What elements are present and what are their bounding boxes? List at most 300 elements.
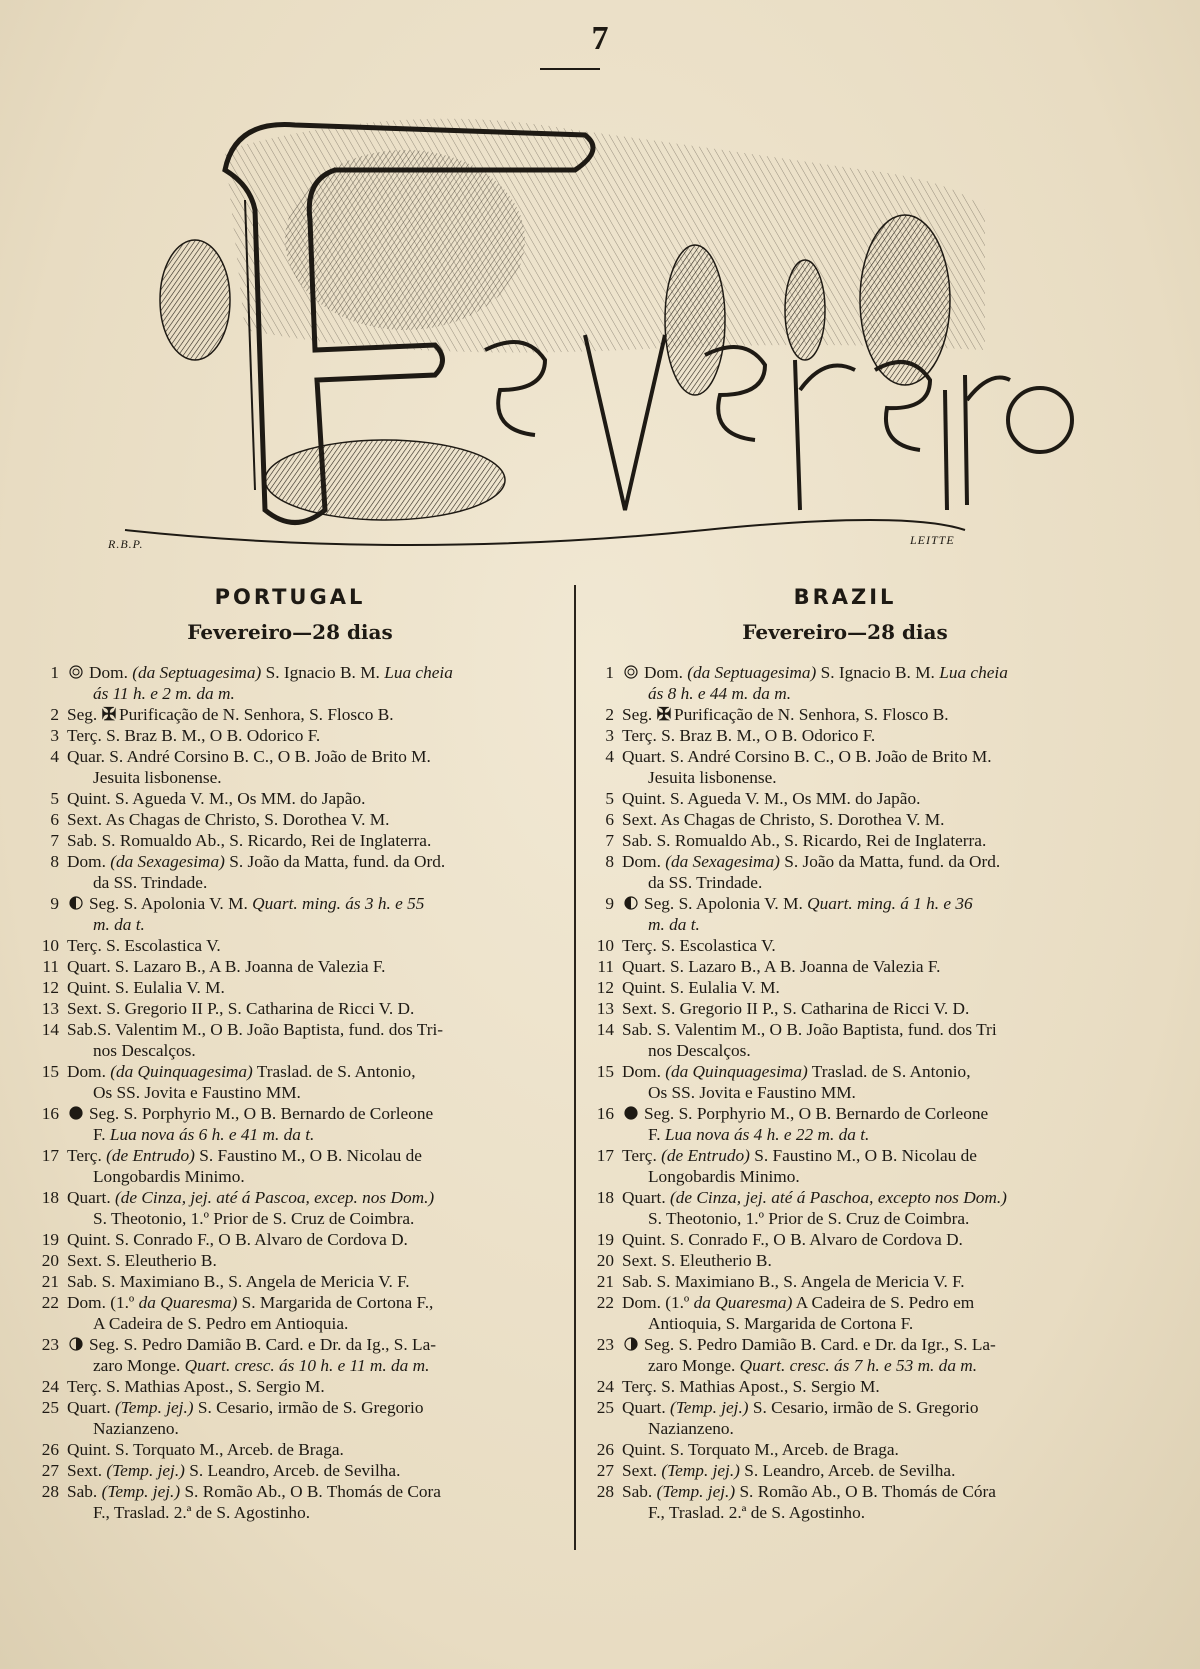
day-number: 7 — [605, 831, 614, 850]
day-text — [67, 1334, 545, 1376]
entry-continuation: ás 11 h. e 2 m. da m. — [93, 684, 235, 703]
day-entry — [590, 956, 1100, 977]
moon-phase-note: Lua nova ás 4 h. e 22 m. da t. — [664, 1125, 870, 1144]
entry-text: Traslad. de S. Antonio, — [807, 1062, 971, 1081]
day-number: 9 — [50, 894, 59, 913]
entry-continuation: F. Lua nova ás 6 h. e 41 m. da t. — [93, 1125, 315, 1144]
entry-text: Quart. — [622, 1398, 670, 1417]
entry-text: S. Ignacio B. M. — [261, 663, 385, 682]
first-quarter-moon-icon — [67, 1337, 85, 1351]
day-number: 9 — [605, 894, 614, 913]
entry-continuation: Os SS. Jovita e Faustino MM. — [648, 1083, 856, 1102]
entry-text: Terç. S. Escolastica V. — [67, 936, 221, 955]
day-number: 19 — [41, 1230, 59, 1249]
day-text — [622, 956, 1100, 977]
entry-text: Sab.S. Valentim M., O B. João Baptista, fund. dos Tri- — [67, 1020, 444, 1039]
page-number: 7 — [591, 20, 609, 57]
entry-text: Terç. — [622, 1146, 662, 1165]
entry-italic-note: Quart. ming. ás 3 h. e 55 — [252, 894, 425, 913]
day-entry — [590, 1250, 1100, 1271]
day-entry — [35, 1292, 545, 1334]
month-heading: Fevereiro—28 dias — [742, 620, 948, 644]
day-entry — [35, 998, 545, 1019]
day-text — [622, 1397, 1100, 1439]
weekday-label: Seg. — [622, 705, 657, 724]
day-number: 17 — [41, 1146, 59, 1165]
entry-text: S. Romão Ab., O B. Thomás de Cora — [180, 1482, 441, 1501]
entry-continuation: zaro Monge. Quart. cresc. ás 7 h. e 53 m. da m. — [648, 1356, 978, 1375]
entry-text: Quint. S. Conrado F., O B. Alvaro de Cordova D. — [622, 1230, 963, 1249]
day-number: 10 — [41, 936, 59, 955]
entry-continuation: m. da t. — [648, 915, 700, 934]
day-text — [622, 1481, 1100, 1523]
day-entry — [35, 977, 545, 998]
day-entry — [590, 830, 1100, 851]
entry-italic-note: Quart. ming. á 1 h. e 36 — [807, 894, 973, 913]
entry-text: Dom. — [67, 852, 111, 871]
day-entry — [35, 725, 545, 746]
day-entry — [590, 998, 1100, 1019]
day-entry — [35, 935, 545, 956]
fevereiro-engraving — [105, 90, 1095, 555]
day-text — [622, 1334, 1100, 1376]
entry-text: S. Faustino M., O B. Nicolau de — [749, 1146, 977, 1165]
entry-italic-note: (da Septuagesima) — [132, 663, 262, 682]
day-entry — [590, 1061, 1100, 1103]
day-entry — [590, 704, 1100, 725]
entry-text: Terç. S. Braz B. M., O B. Odorico F. — [622, 726, 876, 745]
entry-text: Dom. — [67, 1062, 111, 1081]
new-moon-icon — [67, 1106, 85, 1120]
day-number: 4 — [50, 747, 59, 766]
day-entry — [35, 746, 545, 788]
day-number: 17 — [596, 1146, 614, 1165]
day-number: 13 — [596, 999, 614, 1018]
day-entry — [35, 830, 545, 851]
day-number: 18 — [41, 1188, 59, 1207]
day-number: 3 — [50, 726, 59, 745]
day-text — [622, 704, 1100, 725]
day-number: 19 — [596, 1230, 614, 1249]
day-number: 26 — [596, 1440, 614, 1459]
entry-italic-note: (da Sexagesima) — [665, 852, 780, 871]
artist-signature-right: LEITTE — [910, 533, 955, 547]
entry-text: Terç. S. Mathias Apost., S. Sergio M. — [622, 1377, 880, 1396]
day-list — [35, 662, 545, 1523]
entry-text: Sab. S. Maximiano B., S. Angela de Mericia V. F. — [67, 1272, 410, 1291]
entry-text: Sab. S. Maximiano B., S. Angela de Mericia V. F. — [622, 1272, 965, 1291]
entry-text: Dom. (1.º — [622, 1293, 694, 1312]
day-number: 14 — [41, 1020, 59, 1039]
day-number: 14 — [596, 1020, 614, 1039]
day-entry — [35, 1376, 545, 1397]
entry-text: Seg. S. Pedro Damião B. Card. e Dr. da Igr., S. La- — [644, 1335, 996, 1354]
day-text — [67, 1376, 545, 1397]
moon-phase-note: Lua nova ás 6 h. e 41 m. da t. — [109, 1125, 315, 1144]
entry-text: Dom. — [644, 663, 688, 682]
page-number-rule — [540, 68, 600, 70]
day-entry — [590, 1334, 1100, 1376]
day-number: 3 — [605, 726, 614, 745]
entry-continuation: zaro Monge. Quart. cresc. ás 10 h. e 11 m. da m. — [93, 1356, 430, 1375]
entry-continuation: Os SS. Jovita e Faustino MM. — [93, 1083, 301, 1102]
day-number: 20 — [41, 1251, 59, 1270]
month-heading: Fevereiro—28 dias — [187, 620, 393, 644]
weekday-label: Seg. — [67, 705, 102, 724]
day-entry — [35, 1439, 545, 1460]
entry-text: Purificação de N. Senhora, S. Flosco B. — [674, 705, 949, 724]
day-text — [67, 1271, 545, 1292]
entry-text: Dom. — [622, 852, 666, 871]
entry-continuation: da SS. Trindade. — [93, 873, 208, 892]
day-text — [67, 1481, 545, 1523]
entry-text: S. Ignacio B. M. — [816, 663, 940, 682]
entry-text: Dom. (1.º — [67, 1293, 139, 1312]
entry-text: Quint. S. Conrado F., O B. Alvaro de Cordova D. — [67, 1230, 408, 1249]
day-entry — [590, 1292, 1100, 1334]
entry-italic-note: (Temp. jej.) — [106, 1461, 185, 1480]
entry-continuation: Antioquia, S. Margarida de Cortona F. — [648, 1314, 914, 1333]
entry-text: Seg. S. Apolonia V. M. — [89, 894, 253, 913]
entry-text: Terç. — [67, 1146, 107, 1165]
day-entry — [35, 1481, 545, 1523]
day-text — [67, 1187, 545, 1229]
entry-continuation: F., Traslad. 2.ª de S. Agostinho. — [648, 1503, 866, 1522]
day-entry — [35, 893, 545, 935]
day-text — [622, 851, 1100, 893]
day-entry — [590, 1439, 1100, 1460]
day-text — [67, 1439, 545, 1460]
day-number: 2 — [50, 705, 59, 724]
entry-text: S. Romão Ab., O B. Thomás de Córa — [735, 1482, 996, 1501]
entry-text: Sab. S. Romualdo Ab., S. Ricardo, Rei de Inglaterra. — [67, 831, 432, 850]
day-entry — [35, 1103, 545, 1145]
entry-text: Sext. — [622, 1461, 662, 1480]
day-number: 7 — [50, 831, 59, 850]
entry-italic-note: (Temp. jej.) — [670, 1398, 749, 1417]
entry-continuation: Longobardis Minimo. — [648, 1167, 800, 1186]
day-text — [67, 1103, 545, 1145]
day-number: 1 — [50, 663, 59, 682]
entry-text: Sext. S. Gregorio II P., S. Catharina de Ricci V. D. — [622, 999, 970, 1018]
entry-text: Quint. S. Agueda V. M., Os MM. do Japão. — [622, 789, 921, 808]
day-number: 5 — [50, 789, 59, 808]
entry-continuation: Nazianzeno. — [93, 1419, 179, 1438]
entry-text: S. João da Matta, fund. da Ord. — [779, 852, 1001, 871]
day-entry — [590, 788, 1100, 809]
entry-italic-note: (da Quinquagesima) — [665, 1062, 808, 1081]
entry-text: Sext. S. Eleutherio B. — [622, 1251, 772, 1270]
day-text — [622, 1376, 1100, 1397]
day-entry — [35, 1187, 545, 1229]
entry-italic-note: (Temp. jej.) — [656, 1482, 736, 1501]
day-text — [67, 935, 545, 956]
entry-text: S. Leandro, Arceb. de Sevilha. — [739, 1461, 956, 1480]
day-text — [622, 893, 1100, 935]
day-text — [67, 809, 545, 830]
day-text — [622, 809, 1100, 830]
day-text — [67, 1229, 545, 1250]
entry-text: Sext. S. Eleutherio B. — [67, 1251, 217, 1270]
full-moon-icon — [622, 665, 640, 679]
entry-text: Sext. As Chagas de Christo, S. Dorothea V. M. — [67, 810, 390, 829]
day-number: 23 — [41, 1335, 59, 1354]
entry-italic-note: (de Entrudo) — [661, 1146, 750, 1165]
day-entry — [35, 1460, 545, 1481]
day-number: 23 — [596, 1335, 614, 1354]
moon-phase-note: Quart. cresc. ás 7 h. e 53 m. da m. — [739, 1356, 978, 1375]
day-text — [622, 1271, 1100, 1292]
day-text — [622, 830, 1100, 851]
entry-text: S. Margarida de Cortona F., — [237, 1293, 434, 1312]
day-text — [67, 977, 545, 998]
day-number: 16 — [41, 1104, 59, 1123]
entry-text: Quint. S. Agueda V. M., Os MM. do Japão. — [67, 789, 366, 808]
day-entry — [35, 1250, 545, 1271]
moon-phase-note: Quart. cresc. ás 10 h. e 11 m. da m. — [184, 1356, 430, 1375]
entry-text: Quart. S. Lazaro B., A B. Joanna de Valezia F. — [67, 957, 386, 976]
entry-italic-note: (Temp. jej.) — [101, 1482, 181, 1501]
day-text — [67, 788, 545, 809]
day-number: 28 — [596, 1482, 614, 1501]
entry-text: Quart. — [67, 1398, 115, 1417]
day-text — [67, 746, 545, 788]
entry-text: Sab. — [67, 1482, 102, 1501]
moon-phase-note: Lua cheia — [384, 663, 453, 682]
day-text — [67, 956, 545, 977]
entry-text: Seg. S. Pedro Damião B. Card. e Dr. da Ig., S. La- — [89, 1335, 437, 1354]
day-text — [67, 1397, 545, 1439]
day-entry — [35, 809, 545, 830]
day-text — [622, 662, 1100, 704]
day-entry — [590, 1271, 1100, 1292]
day-text — [67, 1061, 545, 1103]
day-text — [622, 1019, 1100, 1061]
day-entry — [590, 977, 1100, 998]
entry-italic-note: (de Cinza, jej. até á Paschoa, excepto nos Dom.) — [670, 1188, 1007, 1207]
day-number: 22 — [41, 1293, 59, 1312]
day-text — [67, 725, 545, 746]
day-text — [622, 977, 1100, 998]
day-number: 28 — [41, 1482, 59, 1501]
day-number: 12 — [596, 978, 614, 997]
day-text — [622, 1292, 1100, 1334]
entry-text: S. João da Matta, fund. da Ord. — [224, 852, 446, 871]
day-number: 12 — [41, 978, 59, 997]
entry-text: Terç. S. Mathias Apost., S. Sergio M. — [67, 1377, 325, 1396]
day-text — [622, 725, 1100, 746]
day-entry — [590, 1481, 1100, 1523]
entry-italic-note: (Temp. jej.) — [661, 1461, 740, 1480]
entry-text: S. Cesario, irmão de S. Gregorio — [748, 1398, 979, 1417]
entry-italic-note: (de Entrudo) — [106, 1146, 195, 1165]
day-text — [67, 998, 545, 1019]
artist-signature-left: R.B.P. — [108, 537, 144, 551]
day-text — [67, 1292, 545, 1334]
entry-continuation: m. da t. — [93, 915, 145, 934]
entry-text: Traslad. de S. Antonio, — [252, 1062, 416, 1081]
entry-text: S. Faustino M., O B. Nicolau de — [194, 1146, 422, 1165]
country-heading: BRAZIL — [793, 585, 897, 609]
day-entry — [590, 1460, 1100, 1481]
entry-continuation: ás 8 h. e 44 m. da m. — [648, 684, 792, 703]
entry-text: Quart. — [622, 1188, 670, 1207]
day-text — [622, 1103, 1100, 1145]
day-number: 8 — [50, 852, 59, 871]
day-text — [67, 1460, 545, 1481]
day-number: 21 — [41, 1272, 59, 1291]
day-entry — [35, 956, 545, 977]
entry-text: Seg. S. Porphyrio M., O B. Bernardo de Corleone — [89, 1104, 434, 1123]
day-entry — [35, 1271, 545, 1292]
day-entry — [35, 662, 545, 704]
day-entry — [35, 1061, 545, 1103]
entry-text: Seg. S. Apolonia V. M. — [644, 894, 808, 913]
portugal-column — [35, 582, 545, 1523]
day-text — [622, 1229, 1100, 1250]
day-number: 11 — [42, 957, 59, 976]
entry-text: Dom. — [89, 663, 133, 682]
day-text — [622, 1460, 1100, 1481]
day-number: 27 — [596, 1461, 614, 1480]
entry-continuation: Jesuita lisbonense. — [93, 768, 222, 787]
day-number: 15 — [596, 1062, 614, 1081]
day-text — [67, 704, 545, 725]
entry-text: Sab. S. Romualdo Ab., S. Ricardo, Rei de Inglaterra. — [622, 831, 987, 850]
entry-text: Seg. S. Porphyrio M., O B. Bernardo de Corleone — [644, 1104, 989, 1123]
day-text — [67, 662, 545, 704]
entry-text: Terç. S. Braz B. M., O B. Odorico F. — [67, 726, 321, 745]
day-number: 26 — [41, 1440, 59, 1459]
moon-phase-note: Lua cheia — [939, 663, 1008, 682]
day-entry — [590, 725, 1100, 746]
day-entry — [35, 1397, 545, 1439]
day-entry — [590, 1019, 1100, 1061]
day-entry — [35, 788, 545, 809]
day-number: 22 — [596, 1293, 614, 1312]
day-text — [622, 746, 1100, 788]
first-quarter-moon-icon — [622, 1337, 640, 1351]
day-number: 13 — [41, 999, 59, 1018]
column-divider — [574, 585, 576, 1550]
entry-text: Sab. — [622, 1482, 657, 1501]
day-number: 25 — [41, 1398, 59, 1417]
day-text — [67, 851, 545, 893]
day-entry — [590, 746, 1100, 788]
day-number: 8 — [605, 852, 614, 871]
day-number: 10 — [596, 936, 614, 955]
day-number: 2 — [605, 705, 614, 724]
entry-continuation: Longobardis Minimo. — [93, 1167, 245, 1186]
day-text — [622, 998, 1100, 1019]
day-entry — [35, 1229, 545, 1250]
day-entry — [35, 1334, 545, 1376]
day-text — [622, 1187, 1100, 1229]
entry-text: Sext. As Chagas de Christo, S. Dorothea V. M. — [622, 810, 945, 829]
day-entry — [35, 1019, 545, 1061]
day-number: 25 — [596, 1398, 614, 1417]
entry-text: Sext. S. Gregorio II P., S. Catharina de Ricci V. D. — [67, 999, 415, 1018]
day-number: 27 — [41, 1461, 59, 1480]
entry-text: Quart. S. Lazaro B., A B. Joanna de Valezia F. — [622, 957, 941, 976]
day-text — [67, 1250, 545, 1271]
day-entry — [590, 1103, 1100, 1145]
entry-text: Terç. S. Escolastica V. — [622, 936, 776, 955]
day-entry — [590, 851, 1100, 893]
entry-italic-note: (de Cinza, jej. até á Pascoa, excep. nos Dom.) — [115, 1188, 435, 1207]
last-quarter-moon-icon — [67, 896, 85, 910]
day-number: 21 — [596, 1272, 614, 1291]
day-text — [67, 1145, 545, 1187]
day-number: 15 — [41, 1062, 59, 1081]
day-number: 6 — [605, 810, 614, 829]
day-entry — [35, 851, 545, 893]
entry-text: S. Cesario, irmão de S. Gregorio — [193, 1398, 424, 1417]
day-number: 1 — [605, 663, 614, 682]
entry-italic-note: da Quaresma) — [693, 1293, 793, 1312]
day-entry — [590, 662, 1100, 704]
entry-text: Quint. S. Eulalia V. M. — [67, 978, 225, 997]
day-entry — [590, 809, 1100, 830]
day-entry — [590, 1397, 1100, 1439]
entry-continuation: F., Traslad. 2.ª de S. Agostinho. — [93, 1503, 311, 1522]
entry-text: Dom. — [622, 1062, 666, 1081]
day-number: 18 — [596, 1188, 614, 1207]
entry-text: Sab. S. Valentim M., O B. João Baptista, fund. dos Tri — [622, 1020, 997, 1039]
entry-text: Quint. S. Eulalia V. M. — [622, 978, 780, 997]
day-entry — [590, 893, 1100, 935]
day-number: 24 — [596, 1377, 614, 1396]
brazil-column — [590, 582, 1100, 1523]
entry-italic-note: (da Quinquagesima) — [110, 1062, 253, 1081]
entry-text: Quart. S. André Corsino B. C., O B. João de Brito M. — [622, 747, 992, 766]
day-entry — [590, 1376, 1100, 1397]
day-number: 5 — [605, 789, 614, 808]
entry-continuation: nos Descalços. — [93, 1041, 196, 1060]
entry-text: Sext. — [67, 1461, 107, 1480]
day-entry — [590, 1229, 1100, 1250]
entry-continuation: Jesuita lisbonense. — [648, 768, 777, 787]
country-heading: PORTUGAL — [214, 585, 366, 609]
day-text — [622, 788, 1100, 809]
entry-continuation: nos Descalços. — [648, 1041, 751, 1060]
entry-text: Quart. — [67, 1188, 115, 1207]
full-moon-icon — [67, 665, 85, 679]
day-number: 20 — [596, 1251, 614, 1270]
entry-italic-note: (da Septuagesima) — [687, 663, 817, 682]
entry-continuation: S. Theotonio, 1.º Prior de S. Cruz de Coimbra. — [648, 1209, 970, 1228]
maltese-cross-icon: ✠ — [656, 705, 672, 724]
day-entry — [35, 704, 545, 725]
entry-text: A Cadeira de S. Pedro em — [792, 1293, 975, 1312]
day-number: 4 — [605, 747, 614, 766]
maltese-cross-icon: ✠ — [101, 705, 117, 724]
day-text — [67, 893, 545, 935]
entry-text: Quar. S. André Corsino B. C., O B. João de Brito M. — [67, 747, 431, 766]
day-entry — [35, 1145, 545, 1187]
day-text — [622, 1061, 1100, 1103]
day-text — [622, 1145, 1100, 1187]
day-list — [590, 662, 1100, 1523]
entry-continuation: Nazianzeno. — [648, 1419, 734, 1438]
entry-continuation: S. Theotonio, 1.º Prior de S. Cruz de Coimbra. — [93, 1209, 415, 1228]
entry-italic-note: (Temp. jej.) — [115, 1398, 194, 1417]
last-quarter-moon-icon — [622, 896, 640, 910]
day-entry — [590, 1145, 1100, 1187]
entry-continuation: F. Lua nova ás 4 h. e 22 m. da t. — [648, 1125, 870, 1144]
entry-italic-note: (da Sexagesima) — [110, 852, 225, 871]
day-entry — [590, 1187, 1100, 1229]
